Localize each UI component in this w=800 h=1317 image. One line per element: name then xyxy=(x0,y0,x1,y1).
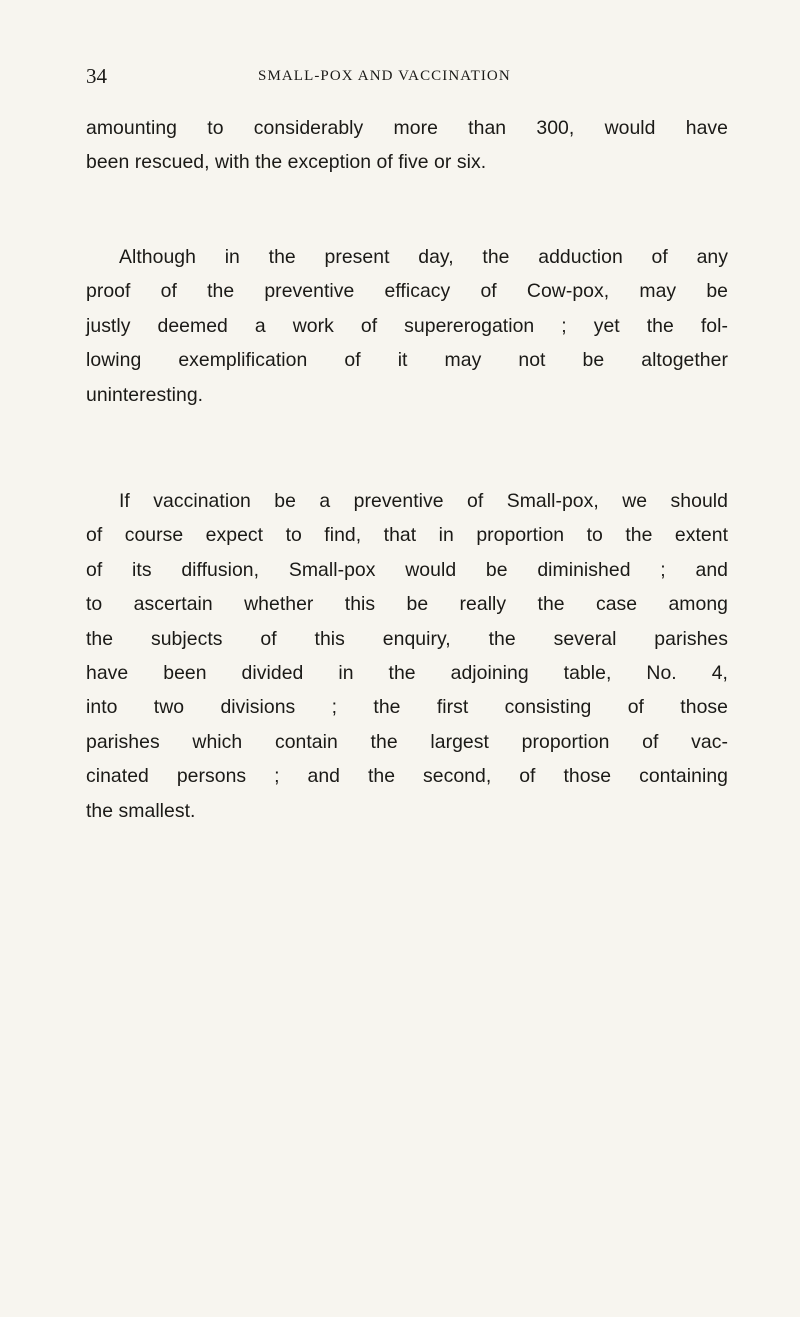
text-line: If vaccination be a preventive of Small-pox, we should xyxy=(119,490,728,512)
text-line: have been divided in the adjoining table, No. 4, xyxy=(86,661,728,684)
text-line: cinated persons ; and the second, of those containing xyxy=(86,765,728,788)
text-line: into two divisions ; the first consisting of those xyxy=(86,696,728,719)
text-line: proof of the preventive efficacy of Cow-pox, may be xyxy=(86,280,728,303)
text-line: Although in the present day, the adduction of any xyxy=(119,246,728,268)
text-line: the subjects of this enquiry, the several parishes xyxy=(86,627,728,650)
page-number: 34 xyxy=(86,64,107,88)
text-line: parishes which contain the largest proportion of vac- xyxy=(86,730,728,753)
paragraph-3 xyxy=(86,484,728,828)
text-line: uninteresting. xyxy=(86,383,204,406)
text-line: amounting to considerably more than 300, would have xyxy=(86,117,728,139)
text-line: of its diffusion, Small-pox would be diminished ; and xyxy=(86,558,728,581)
running-head xyxy=(86,64,726,88)
text-line: justly deemed a work of supererogation ; yet the fol- xyxy=(86,314,728,337)
text-line: of course expect to find, that in proportion to the extent xyxy=(86,524,728,547)
text-line: to ascertain whether this be really the case among xyxy=(86,593,728,616)
text-line: the smallest. xyxy=(86,799,196,822)
paragraph-1 xyxy=(86,111,728,180)
running-title: SMALL-POX AND VACCINATION xyxy=(258,68,511,84)
paragraph-2 xyxy=(86,240,728,412)
text-line: been rescued, with the exception of five or six. xyxy=(86,151,487,174)
text-line: lowing exemplification of it may not be altogether xyxy=(86,349,728,372)
